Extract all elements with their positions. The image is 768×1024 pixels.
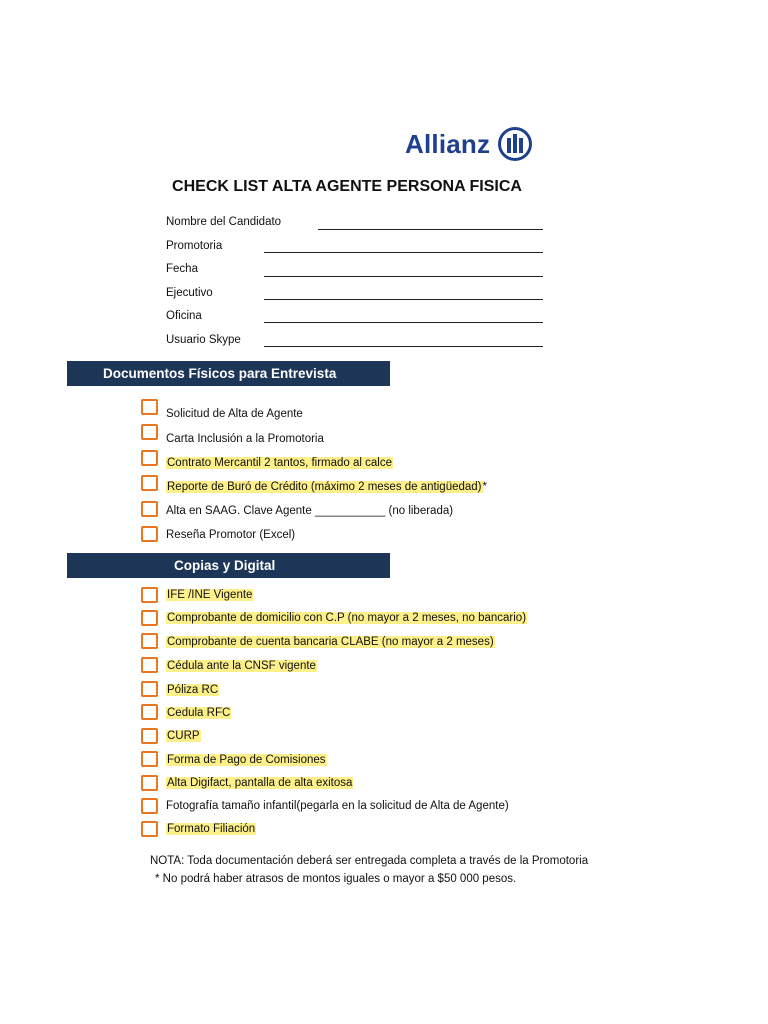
note-line-1: NOTA: Toda documentación deberá ser entregada completa a través de la Promotoria (150, 855, 589, 867)
field-label-candidate-name: Nombre del Candidato (166, 216, 282, 228)
page-title: CHECK LIST ALTA AGENTE PERSONA FISICA (172, 178, 522, 195)
checkbox[interactable] (141, 587, 158, 603)
checkbox[interactable] (141, 728, 158, 744)
list-item: Carta Inclusión a la Promotoria (166, 433, 324, 445)
checkbox[interactable] (141, 751, 158, 767)
list-item: Formato Filiación (167, 823, 256, 835)
checkbox[interactable] (141, 610, 158, 626)
checkbox[interactable] (141, 681, 158, 697)
list-item: Reporte de Buró de Crédito (máximo 2 meses de antigüedad)* (167, 481, 487, 493)
list-item: Alta en SAAG. Clave Agente ___________ (no liberada) (166, 505, 454, 517)
checkbox[interactable] (141, 704, 158, 720)
list-item: Póliza RC (167, 684, 219, 696)
checkbox[interactable] (141, 798, 158, 814)
checkbox[interactable] (141, 424, 158, 440)
logo-text: Allianz (405, 128, 491, 159)
checkbox[interactable] (141, 657, 158, 673)
oficina-line[interactable] (264, 322, 543, 323)
list-item: Cédula ante la CNSF vigente (167, 660, 316, 672)
ejecutivo-line[interactable] (264, 299, 543, 300)
field-label-ejecutivo: Ejecutivo (166, 287, 213, 299)
allianz-eagle-icon (497, 126, 533, 162)
promotoria-line[interactable] (264, 252, 543, 253)
checkbox[interactable] (141, 450, 158, 466)
note-line-2: * No podrá haber atrasos de montos iguales o mayor a $50 000 pesos. (155, 873, 517, 885)
candidate-name-line[interactable] (318, 229, 543, 230)
list-item: Forma de Pago de Comisiones (167, 754, 326, 766)
checkbox[interactable] (141, 501, 158, 517)
fecha-line[interactable] (264, 276, 543, 277)
field-label-promotoria: Promotoria (166, 240, 223, 252)
list-item: Comprobante de cuenta bancaria CLABE (no mayor a 2 meses) (167, 636, 494, 648)
checkbox[interactable] (141, 775, 158, 791)
list-item: IFE /INE Vigente (167, 589, 253, 601)
list-item: Reseña Promotor (Excel) (166, 529, 296, 541)
field-label-oficina: Oficina (166, 310, 202, 322)
list-item: Comprobante de domicilio con C.P (no mayor a 2 meses, no bancario) (167, 612, 527, 624)
checkbox[interactable] (141, 399, 158, 415)
usuario-skype-line[interactable] (264, 346, 543, 347)
list-item: Fotografía tamaño infantil(pegarla en la solicitud de Alta de Agente) (166, 800, 509, 812)
section-header-documentos: Documentos Físicos para Entrevista (67, 361, 390, 386)
list-item: CURP (167, 730, 200, 742)
checkbox[interactable] (141, 526, 158, 542)
checkbox[interactable] (141, 475, 158, 491)
list-item: Solicitud de Alta de Agente (166, 408, 303, 420)
list-item: Alta Digifact, pantalla de alta exitosa (167, 777, 353, 789)
checkbox[interactable] (141, 821, 158, 837)
list-item: Contrato Mercantil 2 tantos, firmado al calce (167, 457, 392, 469)
allianz-logo (405, 126, 533, 162)
field-label-usuario-skype: Usuario Skype (166, 334, 241, 346)
checkbox[interactable] (141, 633, 158, 649)
list-item: Cedula RFC (167, 707, 231, 719)
section-header-copias: Copias y Digital (67, 553, 390, 578)
field-label-fecha: Fecha (166, 263, 198, 275)
